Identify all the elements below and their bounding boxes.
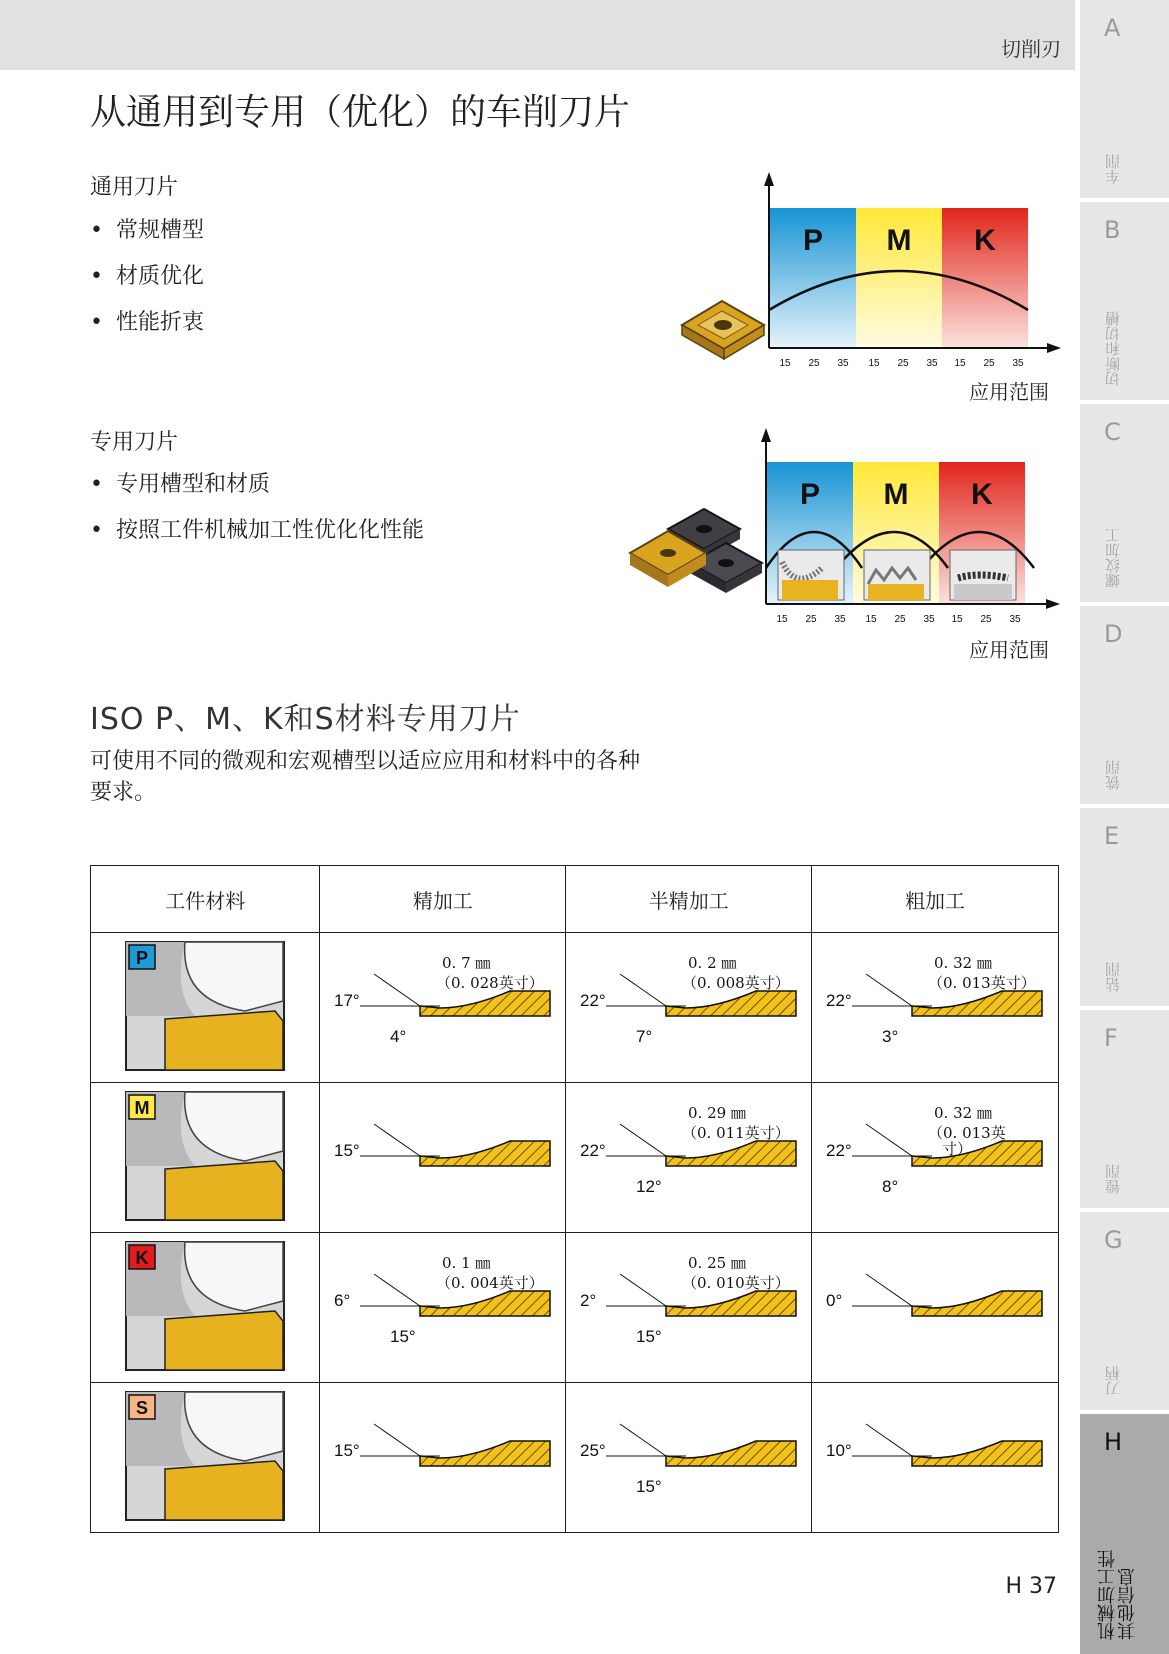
- tick-label: 25: [983, 358, 995, 369]
- tick-label: 25: [980, 614, 992, 625]
- rake-angle-label: 25°: [579, 1440, 606, 1460]
- category-label: P: [802, 224, 824, 257]
- rake-angle-label: 17°: [333, 990, 360, 1010]
- material-cell: [91, 1383, 320, 1533]
- land-angle-label: 15°: [635, 1326, 662, 1346]
- geometry-cell-rough: [812, 1083, 1059, 1233]
- tick-label: 15: [954, 358, 966, 369]
- land-width-label: 0. 29 ㎜: [687, 1103, 746, 1122]
- tab-label: 机械加工性 其他信息: [1097, 1550, 1138, 1640]
- rake-angle-label: 15°: [333, 1140, 360, 1160]
- tab-letter: H: [1104, 1428, 1123, 1456]
- land-width-inch-label: （0. 010英寸）: [681, 1273, 790, 1292]
- tab-letter: F: [1104, 1024, 1118, 1052]
- material-table: [90, 865, 1059, 1533]
- material-code: K: [135, 1247, 149, 1268]
- tab-label: 铣削: [1104, 760, 1122, 790]
- tab-letter: A: [1104, 14, 1121, 42]
- rake-angle-label: 22°: [579, 990, 606, 1010]
- land-width-label: 0. 25 ㎜: [687, 1253, 746, 1272]
- land-width-inch-label: （0. 011英寸）: [681, 1123, 790, 1142]
- land-angle-label: 15°: [389, 1326, 416, 1346]
- section-label: 切削刃: [1001, 37, 1061, 61]
- land-width-label: 0. 32 ㎜: [934, 1103, 992, 1122]
- land-width-inch-label: 寸）: [942, 1139, 973, 1158]
- geometry-cell-semi: [566, 1083, 812, 1233]
- general-bullets: [90, 208, 204, 346]
- rake-angle-label: 10°: [826, 1440, 852, 1460]
- specific-section-title: 专用刀片: [90, 430, 179, 455]
- page-number: H 37: [1005, 1574, 1057, 1599]
- column-header: 粗加工: [812, 866, 1059, 933]
- geometry-cell-rough: [812, 933, 1059, 1083]
- geometry-cell-finish: [320, 1083, 566, 1233]
- tick-label: 15: [865, 614, 877, 625]
- list-item: • 性能折衷: [90, 300, 204, 346]
- side-tab-c[interactable]: [1080, 404, 1169, 602]
- material-code: S: [136, 1397, 149, 1418]
- rake-angle-label: 6°: [333, 1290, 351, 1310]
- geometry-cell-semi: [566, 1383, 812, 1533]
- geometry-cell-finish: [320, 933, 566, 1083]
- geometry-cell-rough: [812, 1383, 1059, 1533]
- land-angle-label: 4°: [389, 1026, 407, 1046]
- tick-label: 35: [1009, 614, 1021, 625]
- edge-geometry-diagram: [822, 1096, 1048, 1216]
- tick-label: 15: [951, 614, 963, 625]
- iso-description: 可使用不同的微观和宏观槽型以适应应用和材料中的各种要求。: [90, 749, 641, 805]
- tick-label: 35: [1012, 358, 1024, 369]
- side-tab-b[interactable]: [1080, 202, 1169, 400]
- general-range-chart: [755, 172, 1065, 377]
- tab-letter: D: [1104, 620, 1123, 648]
- land-width-inch-label: （0. 008英寸）: [681, 973, 790, 992]
- table-row: [91, 1083, 1059, 1233]
- land-width-inch-label: （0. 004英寸）: [435, 1273, 544, 1292]
- tab-letter: G: [1104, 1226, 1123, 1254]
- tick-label: 35: [837, 358, 849, 369]
- chip-image-p: [778, 550, 844, 600]
- page-title: 从通用到专用（优化）的车削刀片: [90, 92, 631, 133]
- material-code: M: [134, 1097, 150, 1118]
- tab-label: 钻削: [1104, 962, 1122, 992]
- tick-label: 15: [776, 614, 788, 625]
- geometry-cell-finish: [320, 1233, 566, 1383]
- tick-label: 25: [897, 358, 909, 369]
- edge-geometry-diagram: [576, 946, 802, 1066]
- rake-angle-label: 22°: [579, 1140, 606, 1160]
- material-chip-image: [125, 941, 285, 1071]
- x-axis-label: 应用范围: [969, 380, 1049, 404]
- tick-label: 25: [805, 614, 817, 625]
- specific-insert-image: [626, 505, 766, 613]
- list-item: • 材质优化: [90, 254, 204, 300]
- column-header: 半精加工: [566, 866, 812, 933]
- column-header: 工件材料: [91, 866, 320, 933]
- tick-label: 15: [779, 358, 791, 369]
- category-label: P: [799, 478, 821, 511]
- edge-geometry-diagram: [576, 1396, 802, 1516]
- material-code: P: [136, 947, 149, 968]
- material-cell: [91, 1233, 320, 1383]
- tab-letter: C: [1104, 418, 1121, 446]
- tab-label: 车削: [1104, 154, 1122, 184]
- x-axis-label: 应用范围: [969, 638, 1049, 662]
- side-tab-e[interactable]: [1080, 808, 1169, 1006]
- column-header: 精加工: [320, 866, 566, 933]
- side-tab-g[interactable]: [1080, 1212, 1169, 1410]
- side-tab-d[interactable]: [1080, 606, 1169, 804]
- land-angle-label: 3°: [882, 1026, 899, 1046]
- tab-label: 切断和切槽: [1104, 311, 1122, 386]
- material-chip-image: [125, 1241, 285, 1371]
- land-width-label: 0. 1 ㎜: [441, 1253, 491, 1272]
- tab-label: 镗削: [1104, 1164, 1122, 1194]
- side-tab-h[interactable]: [1080, 1414, 1169, 1654]
- header-bar: [0, 0, 1075, 70]
- tick-label: 35: [834, 614, 846, 625]
- land-width-label: 0. 32 ㎜: [934, 953, 992, 972]
- edge-geometry-diagram: [330, 946, 556, 1066]
- category-label: K: [974, 224, 996, 257]
- edge-geometry-diagram: [330, 1096, 556, 1216]
- tick-label: 25: [808, 358, 820, 369]
- land-angle-label: 7°: [635, 1026, 652, 1046]
- land-angle-label: 12°: [635, 1176, 662, 1196]
- table-row: [91, 1233, 1059, 1383]
- land-width-label: 0. 7 ㎜: [441, 953, 491, 972]
- tab-letter: B: [1104, 216, 1121, 244]
- material-cell: [91, 933, 320, 1083]
- geometry-cell-semi: [566, 933, 812, 1083]
- general-section-title: 通用刀片: [90, 175, 179, 200]
- geometry-cell-finish: [320, 1383, 566, 1533]
- category-label: M: [886, 224, 912, 257]
- land-width-inch-label: （0. 013英寸）: [928, 973, 1036, 992]
- geometry-cell-rough: [812, 1233, 1059, 1383]
- edge-geometry-diagram: [330, 1396, 556, 1516]
- rake-angle-label: 0°: [826, 1290, 843, 1310]
- tick-label: 35: [923, 614, 935, 625]
- material-chip-image: [125, 1391, 285, 1521]
- rake-angle-label: 22°: [826, 1140, 852, 1160]
- iso-section-title: ISO P、M、K和S材料专用刀片: [90, 702, 521, 737]
- list-item: • 专用槽型和材质: [90, 462, 424, 508]
- chip-image-m: [864, 550, 930, 600]
- edge-geometry-diagram: [822, 1246, 1048, 1366]
- category-label: K: [971, 478, 993, 511]
- rake-angle-label: 2°: [579, 1290, 596, 1310]
- tab-letter: E: [1104, 822, 1120, 850]
- table-row: [91, 933, 1059, 1083]
- edge-geometry-diagram: [576, 1096, 802, 1216]
- tab-label: 螺纹加工: [1104, 528, 1122, 588]
- material-cell: [91, 1083, 320, 1233]
- list-item: • 常规槽型: [90, 208, 204, 254]
- land-width-label: 0. 2 ㎜: [687, 953, 737, 972]
- material-chip-image: [125, 1091, 285, 1221]
- specific-range-chart: [752, 428, 1064, 633]
- tab-label: 刀柄: [1104, 1366, 1122, 1396]
- chip-image-k: [950, 550, 1016, 600]
- tick-labels: [779, 358, 1024, 369]
- edge-geometry-diagram: [330, 1246, 556, 1366]
- land-angle-label: 15°: [635, 1476, 662, 1496]
- specific-bullets: [90, 462, 424, 554]
- tick-labels: [776, 614, 1021, 625]
- land-angle-label: 8°: [882, 1176, 899, 1196]
- rake-angle-label: 15°: [333, 1440, 360, 1460]
- tick-label: 15: [868, 358, 880, 369]
- table-row: [91, 1383, 1059, 1533]
- category-label: M: [883, 478, 909, 511]
- edge-geometry-diagram: [822, 1396, 1048, 1516]
- list-item: • 按照工件机械加工性优化化性能: [90, 508, 424, 554]
- rake-angle-label: 22°: [826, 990, 852, 1010]
- tick-label: 35: [926, 358, 938, 369]
- land-width-inch-label: （0. 028英寸）: [435, 973, 544, 992]
- tick-label: 25: [894, 614, 906, 625]
- geometry-cell-semi: [566, 1233, 812, 1383]
- edge-geometry-diagram: [822, 946, 1048, 1066]
- land-width-inch-label: （0. 013英: [928, 1123, 1006, 1142]
- table-header-row: [91, 866, 1059, 933]
- edge-geometry-diagram: [576, 1246, 802, 1366]
- side-tab-f[interactable]: [1080, 1010, 1169, 1208]
- side-tab-a[interactable]: [1080, 0, 1169, 198]
